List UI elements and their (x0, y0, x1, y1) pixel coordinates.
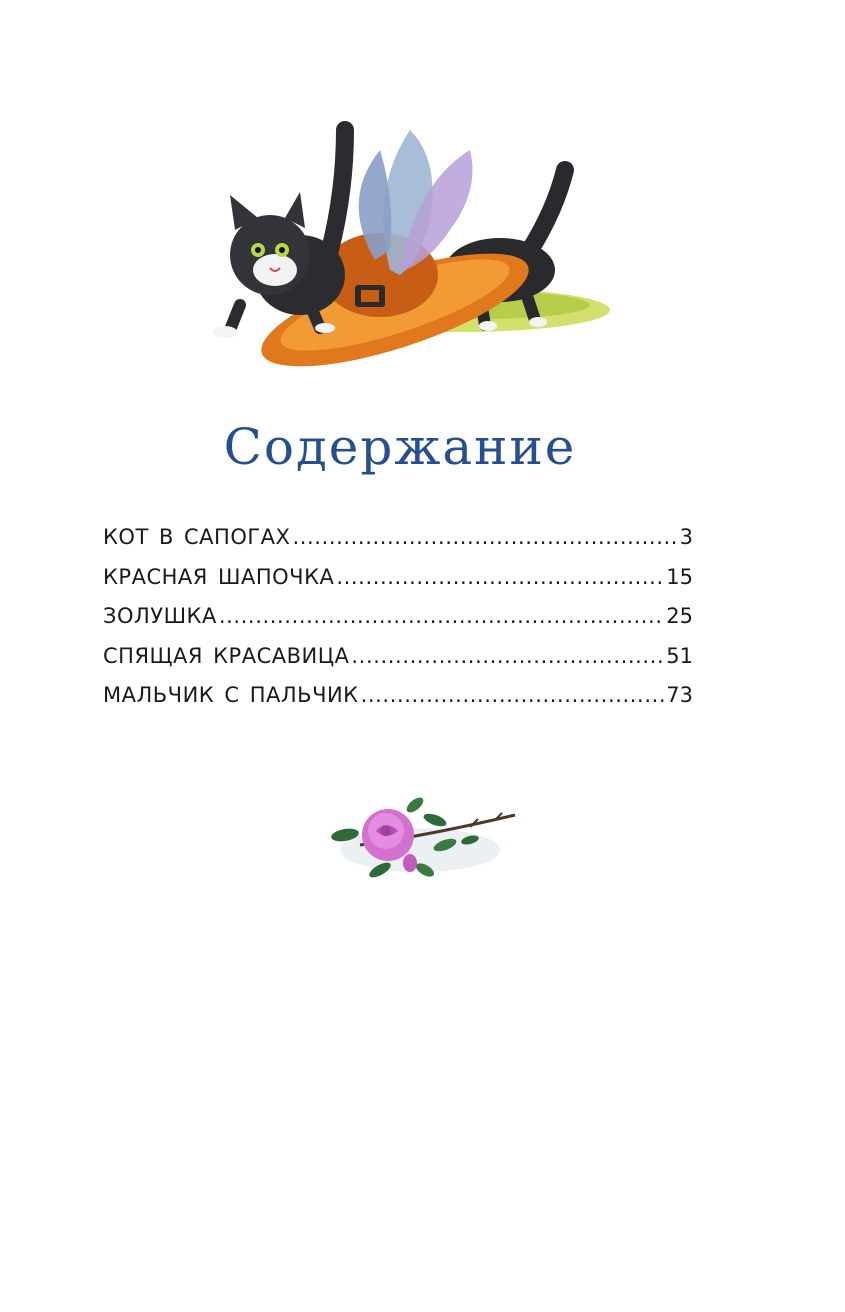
toc-entry-label: КОТ В САПОГАХ (103, 525, 291, 549)
toc-leader-dots (219, 604, 664, 628)
toc-entry-label: КРАСНАЯ ШАПОЧКА (103, 564, 335, 589)
toc-leader-dots (292, 525, 677, 549)
toc-entry[interactable] (103, 644, 693, 684)
table-of-contents (103, 525, 693, 723)
toc-entry-label: МАЛЬЧИК С ПАЛЬЧИК (103, 683, 359, 707)
toc-entry[interactable] (103, 525, 693, 565)
toc-entry-page: 51 (666, 643, 693, 668)
cat-with-hat-illustration (180, 100, 620, 400)
toc-entry-label: СПЯЩАЯ КРАСАВИЦА (103, 643, 350, 668)
page-title: Содержание (223, 418, 577, 476)
toc-entry-page: 3 (679, 525, 693, 549)
rose-branch-illustration (320, 775, 530, 890)
toc-entry[interactable] (103, 604, 693, 644)
toc-entry-label: ЗОЛУШКА (103, 604, 217, 628)
toc-leader-dots (361, 683, 665, 707)
toc-leader-dots (351, 644, 664, 668)
toc-entry-page: 15 (666, 564, 693, 589)
toc-entry-page: 25 (666, 604, 693, 628)
toc-leader-dots (336, 565, 664, 589)
toc-entry[interactable] (103, 683, 693, 723)
toc-entry-page: 73 (666, 683, 693, 707)
toc-entry[interactable] (103, 565, 693, 605)
